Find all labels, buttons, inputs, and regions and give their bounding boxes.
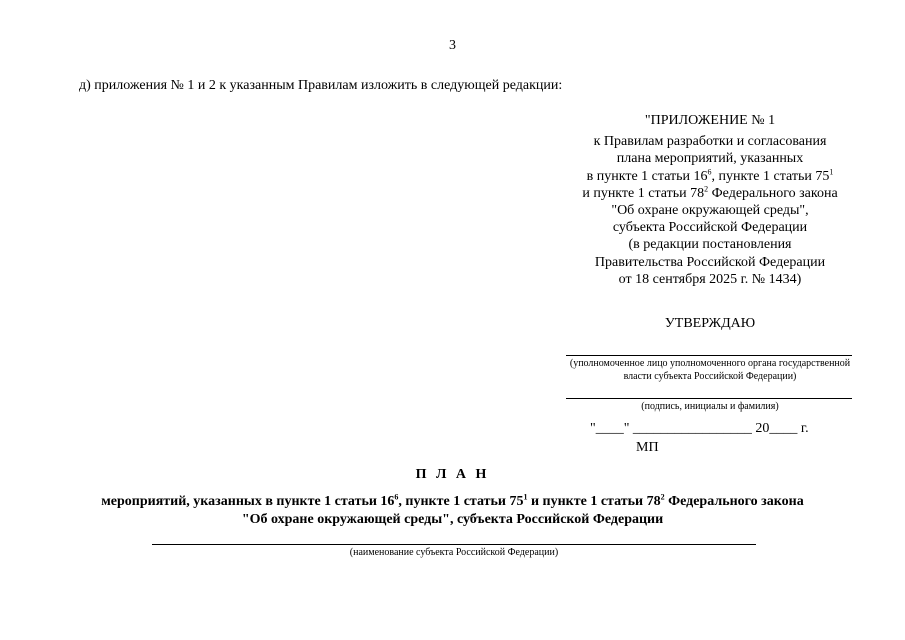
appendix-line-3-sup-a: 6	[707, 166, 712, 176]
appendix-line-2: плана мероприятий, указанных	[616, 151, 804, 167]
stamp-placeholder: МП	[636, 440, 659, 455]
appendix-line-3	[560, 168, 860, 185]
appendix-line-3-part-b: , пункте 1 статьи 75	[711, 168, 830, 184]
plan-subtitle-sup-2: 1	[523, 492, 528, 502]
appendix-line-3-sup-b: 1	[829, 166, 834, 176]
plan-subtitle-line-2: "Об охране окружающей среды", субъекта Российской Федерации	[241, 512, 664, 527]
plan-subtitle-sup-1: 6	[394, 492, 399, 502]
appendix-line-4-sup-a: 2	[704, 184, 709, 194]
plan-subtitle-line-1	[0, 493, 905, 511]
page-number: 3	[449, 38, 456, 53]
region-name-line	[152, 544, 756, 545]
official-signature-line	[566, 355, 852, 356]
appendix-line-3-part-a: в пункте 1 статьи 16	[586, 168, 708, 184]
region-name-caption: (наименование субъекта Российской Федерации)	[349, 547, 559, 558]
appendix-header-block	[560, 112, 860, 288]
plan-subtitle-part-3: и пункте 1 статьи 78	[527, 494, 661, 509]
appendix-line-4	[560, 185, 860, 202]
plan-title: П Л А Н	[415, 467, 490, 482]
plan-subtitle-sup-3: 2	[660, 492, 665, 502]
plan-subtitle-part-2: , пункте 1 статьи 75	[398, 494, 524, 509]
appendix-line-6: субъекта Российской Федерации	[612, 220, 808, 236]
plan-subtitle-part-4: Федерального закона	[664, 494, 804, 509]
appendix-line-5: "Об охране окружающей среды",	[611, 203, 809, 219]
appendix-heading: "ПРИЛОЖЕНИЕ № 1	[644, 113, 776, 128]
approval-date-line: "____" _________________ 20____ г.	[590, 421, 809, 436]
appendix-line-7: (в редакции постановления	[628, 237, 792, 253]
plan-subtitle	[0, 493, 905, 529]
signature-caption: (подпись, инициалы и фамилия)	[641, 401, 779, 412]
official-caption: (уполномоченное лицо уполномоченного органа государственной власти субъекта Российской Федерации)	[569, 358, 851, 382]
appendix-line-4-part-b: Федерального закона	[708, 185, 838, 201]
appendix-line-8: Правительства Российской Федерации	[594, 254, 826, 270]
appendix-line-9: от 18 сентября 2025 г. № 1434)	[618, 271, 802, 287]
plan-subtitle-part-1: мероприятий, указанных в пункте 1 статьи 16	[101, 494, 395, 509]
appendix-line-4-part-a: и пункте 1 статьи 78	[582, 185, 705, 201]
intro-paragraph: д) приложения № 1 и 2 к указанным Правилам изложить в следующей редакции:	[79, 78, 563, 93]
signature-line	[566, 398, 852, 399]
appendix-line-1: к Правилам разработки и согласования	[593, 134, 827, 150]
approval-title: УТВЕРЖДАЮ	[664, 316, 756, 331]
